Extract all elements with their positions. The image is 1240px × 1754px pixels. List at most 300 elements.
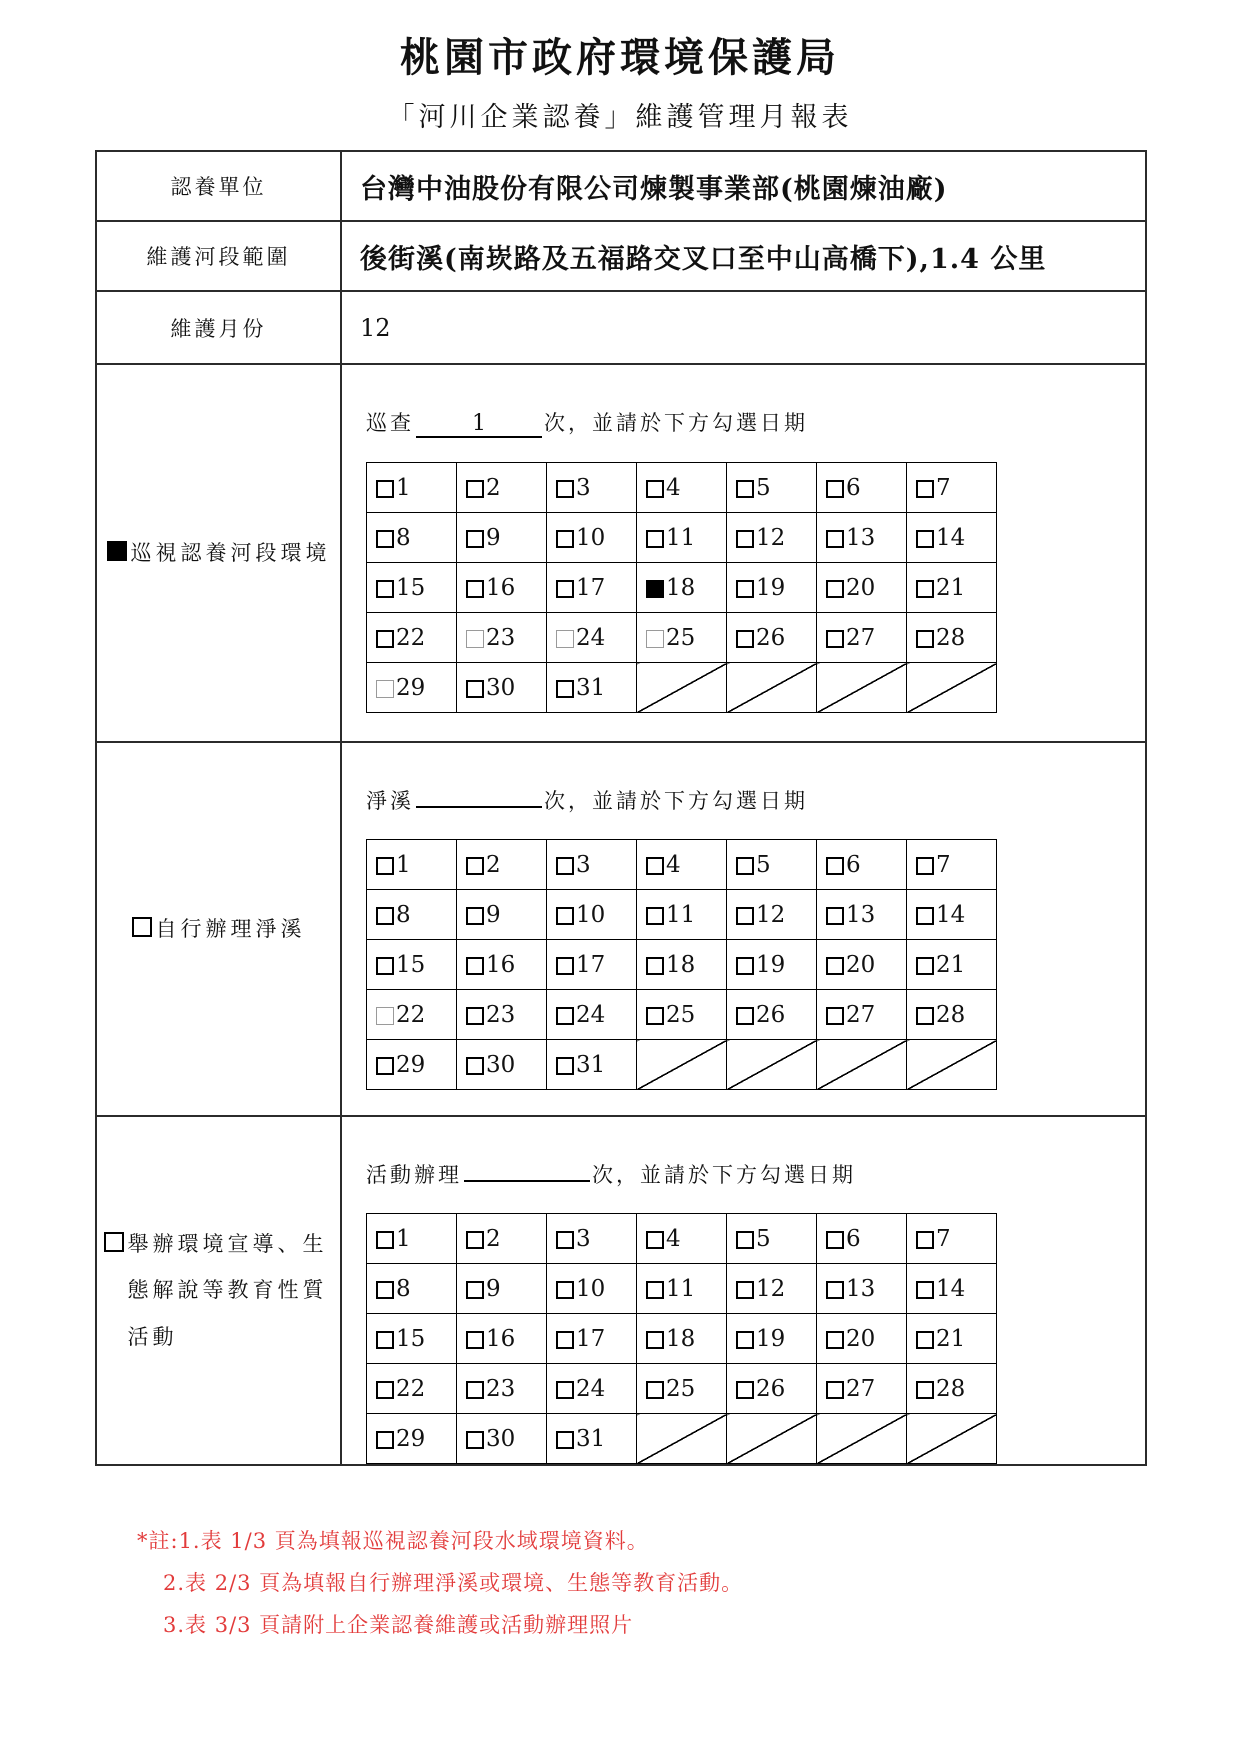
day-cell	[637, 563, 727, 613]
day-checkbox[interactable]	[466, 957, 484, 975]
day-checkbox[interactable]	[466, 1231, 484, 1249]
day-checkbox[interactable]	[826, 907, 844, 925]
day-checkbox[interactable]	[556, 1431, 574, 1449]
day-checkbox[interactable]	[916, 480, 934, 498]
day-cell	[547, 1214, 637, 1264]
day-number: 9	[486, 1275, 501, 1302]
day-cell	[547, 463, 637, 513]
day-number: 22	[396, 624, 426, 651]
day-cell	[367, 513, 457, 563]
day-cell	[907, 1264, 997, 1314]
day-cell	[547, 1414, 637, 1464]
day-checkbox[interactable]	[646, 480, 664, 498]
day-cell	[547, 1364, 637, 1414]
day-cell	[907, 1314, 997, 1364]
count-field[interactable]	[464, 1180, 590, 1182]
section-calendar-cell	[341, 1116, 1146, 1465]
day-number: 14	[936, 901, 966, 928]
day-checkbox[interactable]	[646, 580, 664, 598]
day-checkbox[interactable]	[826, 857, 844, 875]
day-number: 11	[666, 524, 696, 551]
day-number: 28	[936, 1001, 966, 1028]
day-cell	[457, 613, 547, 663]
maintenance-month-label: 維護月份	[96, 291, 341, 364]
day-checkbox[interactable]	[556, 857, 574, 875]
day-cell	[457, 563, 547, 613]
day-number: 16	[486, 1325, 516, 1352]
day-number: 2	[486, 474, 501, 501]
day-checkbox[interactable]	[736, 957, 754, 975]
day-cell	[457, 463, 547, 513]
day-number: 21	[936, 574, 966, 601]
day-cell	[637, 513, 727, 563]
day-checkbox[interactable]	[376, 480, 394, 498]
day-checkbox[interactable]	[556, 1231, 574, 1249]
day-cell	[727, 563, 817, 613]
footnotes	[137, 1520, 1240, 1646]
day-cell	[637, 1264, 727, 1314]
calendar-week-row	[367, 1364, 997, 1414]
day-checkbox[interactable]	[646, 957, 664, 975]
day-cell	[547, 613, 637, 663]
day-number: 28	[936, 1375, 966, 1402]
day-cell	[637, 990, 727, 1040]
day-checkbox[interactable]	[466, 1057, 484, 1075]
section-row-patrol-river-environment	[96, 364, 1146, 742]
day-number: 2	[486, 1225, 501, 1252]
section-label-cell	[96, 742, 341, 1116]
day-cell	[457, 1414, 547, 1464]
section-label: 自行辦理淨溪	[155, 916, 306, 941]
day-number: 13	[846, 1275, 876, 1302]
day-checkbox[interactable]	[556, 630, 574, 648]
count-suffix: 次，並請於下方勾選日期	[592, 1163, 856, 1187]
day-number: 4	[666, 474, 681, 501]
day-number: 24	[576, 1375, 606, 1402]
day-checkbox[interactable]	[826, 630, 844, 648]
day-cell	[727, 1264, 817, 1314]
day-cell	[367, 1264, 457, 1314]
day-number: 25	[666, 624, 696, 651]
day-checkbox[interactable]	[646, 630, 664, 648]
day-checkbox[interactable]	[646, 1231, 664, 1249]
day-number: 18	[666, 951, 696, 978]
day-checkbox[interactable]	[466, 1007, 484, 1025]
day-cell	[547, 1264, 637, 1314]
day-cell	[637, 940, 727, 990]
day-cell	[457, 1264, 547, 1314]
section-row-education-activities	[96, 1116, 1146, 1465]
day-checkbox[interactable]	[556, 1281, 574, 1299]
day-number: 14	[936, 1275, 966, 1302]
day-checkbox[interactable]	[376, 580, 394, 598]
day-cell	[457, 940, 547, 990]
day-cell	[367, 990, 457, 1040]
day-checkbox[interactable]	[466, 480, 484, 498]
day-checkbox[interactable]	[916, 1281, 934, 1299]
day-checkbox[interactable]	[736, 1331, 754, 1349]
day-checkbox[interactable]	[916, 1381, 934, 1399]
day-checkbox[interactable]	[376, 680, 394, 698]
day-checkbox[interactable]	[376, 1057, 394, 1075]
empty-diagonal-cell	[637, 1414, 727, 1464]
day-cell	[907, 990, 997, 1040]
day-number: 7	[936, 474, 951, 501]
day-cell	[817, 463, 907, 513]
day-checkbox[interactable]	[556, 530, 574, 548]
day-cell	[637, 463, 727, 513]
day-checkbox[interactable]	[466, 530, 484, 548]
day-cell	[817, 563, 907, 613]
day-checkbox[interactable]	[916, 857, 934, 875]
day-number: 6	[846, 474, 861, 501]
day-number: 29	[396, 1425, 426, 1452]
day-cell	[457, 1364, 547, 1414]
day-cell	[547, 940, 637, 990]
day-cell	[547, 1314, 637, 1364]
day-number: 9	[486, 524, 501, 551]
day-checkbox[interactable]	[376, 1381, 394, 1399]
day-number: 1	[396, 474, 411, 501]
day-number: 24	[576, 1001, 606, 1028]
count-field[interactable]	[416, 806, 542, 808]
day-cell	[547, 990, 637, 1040]
day-number: 6	[846, 1225, 861, 1252]
calendar-week-row	[367, 940, 997, 990]
day-checkbox[interactable]	[466, 680, 484, 698]
day-checkbox[interactable]	[376, 1231, 394, 1249]
day-number: 5	[756, 1225, 771, 1252]
count-prefix: 淨溪	[366, 789, 414, 813]
day-cell	[367, 890, 457, 940]
day-number: 16	[486, 951, 516, 978]
section-label-cell	[96, 1116, 341, 1465]
section-checkbox[interactable]	[104, 1232, 124, 1252]
count-prefix: 巡查	[366, 411, 414, 435]
day-checkbox[interactable]	[736, 857, 754, 875]
day-checkbox[interactable]	[646, 1331, 664, 1349]
day-number: 27	[846, 1001, 876, 1028]
empty-diagonal-cell	[727, 1040, 817, 1090]
day-cell	[637, 1314, 727, 1364]
date-checkbox-grid	[366, 1213, 997, 1464]
day-cell	[907, 513, 997, 563]
day-checkbox[interactable]	[916, 1007, 934, 1025]
day-checkbox[interactable]	[826, 957, 844, 975]
day-number: 5	[756, 474, 771, 501]
count-prefix: 活動辦理	[366, 1163, 462, 1187]
day-checkbox[interactable]	[556, 580, 574, 598]
day-cell	[817, 1264, 907, 1314]
day-cell	[547, 663, 637, 713]
day-checkbox[interactable]	[376, 1281, 394, 1299]
day-checkbox[interactable]	[646, 907, 664, 925]
count-line	[366, 407, 1145, 438]
day-cell	[367, 1364, 457, 1414]
day-checkbox[interactable]	[916, 907, 934, 925]
calendar-week-row	[367, 1264, 997, 1314]
day-cell	[817, 1364, 907, 1414]
day-cell	[637, 890, 727, 940]
day-number: 23	[486, 624, 516, 651]
day-cell	[907, 463, 997, 513]
empty-diagonal-cell	[817, 1040, 907, 1090]
day-number: 24	[576, 624, 606, 651]
day-cell	[727, 1364, 817, 1414]
day-number: 31	[576, 1051, 606, 1078]
day-cell	[727, 890, 817, 940]
day-checkbox[interactable]	[736, 1381, 754, 1399]
day-cell	[817, 840, 907, 890]
calendar-week-row	[367, 513, 997, 563]
calendar-week-row	[367, 663, 997, 713]
day-number: 3	[576, 1225, 591, 1252]
day-cell	[907, 890, 997, 940]
day-checkbox[interactable]	[916, 957, 934, 975]
day-number: 2	[486, 851, 501, 878]
day-cell	[367, 663, 457, 713]
day-checkbox[interactable]	[466, 907, 484, 925]
section-label: 巡視認養河段環境	[130, 540, 331, 565]
day-number: 21	[936, 1325, 966, 1352]
day-checkbox[interactable]	[376, 857, 394, 875]
page-title: 桃園市政府環境保護局	[400, 34, 840, 81]
section-label-cell	[96, 364, 341, 742]
count-field[interactable]: 1	[416, 411, 542, 438]
day-number: 22	[396, 1001, 426, 1028]
day-cell	[907, 1214, 997, 1264]
day-cell	[367, 613, 457, 663]
day-cell	[817, 890, 907, 940]
day-cell	[367, 840, 457, 890]
day-number: 19	[756, 574, 786, 601]
day-cell	[457, 840, 547, 890]
day-checkbox[interactable]	[556, 480, 574, 498]
day-number: 27	[846, 1375, 876, 1402]
day-cell	[367, 1314, 457, 1364]
day-number: 31	[576, 674, 606, 701]
day-checkbox[interactable]	[556, 1007, 574, 1025]
day-number: 10	[576, 1275, 606, 1302]
day-number: 26	[756, 1001, 786, 1028]
calendar-week-row	[367, 990, 997, 1040]
day-cell	[637, 1364, 727, 1414]
day-number: 11	[666, 901, 696, 928]
day-cell	[727, 840, 817, 890]
day-number: 7	[936, 1225, 951, 1252]
section-checkbox[interactable]	[107, 541, 127, 561]
calendar-week-row	[367, 613, 997, 663]
maintenance-month-value: 12	[341, 291, 1146, 364]
day-checkbox[interactable]	[826, 480, 844, 498]
day-checkbox[interactable]	[466, 580, 484, 598]
section-checkbox[interactable]	[132, 917, 152, 937]
day-checkbox[interactable]	[736, 480, 754, 498]
calendar-week-row	[367, 1040, 997, 1090]
day-checkbox[interactable]	[646, 1281, 664, 1299]
empty-diagonal-cell	[907, 1040, 997, 1090]
day-number: 18	[666, 574, 696, 601]
day-checkbox[interactable]	[556, 680, 574, 698]
day-checkbox[interactable]	[916, 630, 934, 648]
day-checkbox[interactable]	[826, 1281, 844, 1299]
day-number: 23	[486, 1375, 516, 1402]
day-cell	[457, 1314, 547, 1364]
empty-diagonal-cell	[817, 663, 907, 713]
day-cell	[727, 463, 817, 513]
day-number: 23	[486, 1001, 516, 1028]
calendar-week-row	[367, 840, 997, 890]
day-cell	[637, 613, 727, 663]
day-checkbox[interactable]	[556, 957, 574, 975]
day-cell	[727, 1214, 817, 1264]
day-cell	[907, 1364, 997, 1414]
day-number: 20	[846, 1325, 876, 1352]
day-checkbox[interactable]	[646, 857, 664, 875]
day-cell	[367, 940, 457, 990]
day-number: 20	[846, 951, 876, 978]
day-number: 21	[936, 951, 966, 978]
day-checkbox[interactable]	[736, 1007, 754, 1025]
day-checkbox[interactable]	[466, 1281, 484, 1299]
day-cell	[817, 1214, 907, 1264]
day-checkbox[interactable]	[556, 1057, 574, 1075]
day-number: 8	[396, 524, 411, 551]
day-cell	[457, 1214, 547, 1264]
day-checkbox[interactable]	[826, 530, 844, 548]
empty-diagonal-cell	[637, 663, 727, 713]
day-checkbox[interactable]	[376, 907, 394, 925]
day-checkbox[interactable]	[826, 1381, 844, 1399]
day-checkbox[interactable]	[376, 957, 394, 975]
day-number: 29	[396, 1051, 426, 1078]
adopting-unit-value: 台灣中油股份有限公司煉製事業部(桃園煉油廠)	[341, 151, 1146, 221]
day-checkbox[interactable]	[736, 1231, 754, 1249]
count-suffix: 次，並請於下方勾選日期	[544, 411, 808, 435]
note-line-3: 3.表 3/3 頁請附上企業認養維護或活動辦理照片	[163, 1613, 634, 1637]
info-row-adopting-unit	[96, 151, 1146, 221]
day-number: 26	[756, 624, 786, 651]
day-cell	[727, 940, 817, 990]
day-cell	[907, 613, 997, 663]
day-checkbox[interactable]	[736, 630, 754, 648]
day-number: 12	[756, 901, 786, 928]
day-checkbox[interactable]	[646, 1381, 664, 1399]
day-number: 14	[936, 524, 966, 551]
day-checkbox[interactable]	[736, 530, 754, 548]
day-checkbox[interactable]	[466, 1431, 484, 1449]
adopting-unit-label: 認養單位	[96, 151, 341, 221]
day-checkbox[interactable]	[376, 630, 394, 648]
note-line-1: *註:1.表 1/3 頁為填報巡視認養河段水域環境資料。	[137, 1529, 649, 1553]
day-cell	[637, 1214, 727, 1264]
day-number: 4	[666, 1225, 681, 1252]
day-cell	[367, 1414, 457, 1464]
day-number: 10	[576, 524, 606, 551]
day-cell	[907, 840, 997, 890]
empty-diagonal-cell	[727, 663, 817, 713]
section-label: 舉辦環境宣導、生態解說等教育性質活動	[127, 1232, 328, 1349]
day-checkbox[interactable]	[376, 1331, 394, 1349]
day-checkbox[interactable]	[916, 530, 934, 548]
day-number: 17	[576, 951, 606, 978]
day-checkbox[interactable]	[466, 630, 484, 648]
day-cell	[367, 1214, 457, 1264]
count-line	[366, 785, 1145, 815]
date-checkbox-grid	[366, 462, 997, 713]
day-number: 31	[576, 1425, 606, 1452]
day-number: 17	[576, 574, 606, 601]
day-checkbox[interactable]	[736, 907, 754, 925]
day-checkbox[interactable]	[466, 1331, 484, 1349]
calendar-week-row	[367, 1214, 997, 1264]
day-cell	[457, 663, 547, 713]
day-cell	[547, 840, 637, 890]
empty-diagonal-cell	[727, 1414, 817, 1464]
calendar-week-row	[367, 563, 997, 613]
day-checkbox[interactable]	[466, 857, 484, 875]
day-cell	[547, 890, 637, 940]
day-number: 25	[666, 1001, 696, 1028]
day-cell	[817, 990, 907, 1040]
day-cell	[367, 563, 457, 613]
day-checkbox[interactable]	[916, 1231, 934, 1249]
day-cell	[907, 940, 997, 990]
day-checkbox[interactable]	[736, 580, 754, 598]
day-checkbox[interactable]	[376, 1431, 394, 1449]
day-cell	[457, 513, 547, 563]
day-checkbox[interactable]	[556, 907, 574, 925]
day-checkbox[interactable]	[646, 1007, 664, 1025]
day-checkbox[interactable]	[826, 580, 844, 598]
day-cell	[817, 940, 907, 990]
day-cell	[547, 513, 637, 563]
day-number: 19	[756, 951, 786, 978]
day-checkbox[interactable]	[826, 1231, 844, 1249]
day-checkbox[interactable]	[556, 1381, 574, 1399]
info-row-river-section	[96, 221, 1146, 291]
day-checkbox[interactable]	[826, 1331, 844, 1349]
day-checkbox[interactable]	[826, 1007, 844, 1025]
day-checkbox[interactable]	[556, 1331, 574, 1349]
day-cell	[907, 563, 997, 613]
day-checkbox[interactable]	[466, 1381, 484, 1399]
empty-diagonal-cell	[907, 663, 997, 713]
day-number: 6	[846, 851, 861, 878]
day-cell	[727, 990, 817, 1040]
day-cell	[817, 1314, 907, 1364]
day-number: 5	[756, 851, 771, 878]
day-number: 9	[486, 901, 501, 928]
day-cell	[817, 613, 907, 663]
day-cell	[367, 1040, 457, 1090]
day-checkbox[interactable]	[646, 530, 664, 548]
day-checkbox[interactable]	[376, 1007, 394, 1025]
day-cell	[457, 990, 547, 1040]
day-number: 7	[936, 851, 951, 878]
day-checkbox[interactable]	[916, 580, 934, 598]
day-number: 15	[396, 951, 426, 978]
day-number: 16	[486, 574, 516, 601]
empty-diagonal-cell	[907, 1414, 997, 1464]
day-checkbox[interactable]	[916, 1331, 934, 1349]
page-subtitle: 「河川企業認養」維護管理月報表	[387, 102, 853, 133]
day-number: 1	[396, 1225, 411, 1252]
day-checkbox[interactable]	[376, 530, 394, 548]
day-checkbox[interactable]	[736, 1281, 754, 1299]
empty-diagonal-cell	[637, 1040, 727, 1090]
day-number: 30	[486, 1051, 516, 1078]
